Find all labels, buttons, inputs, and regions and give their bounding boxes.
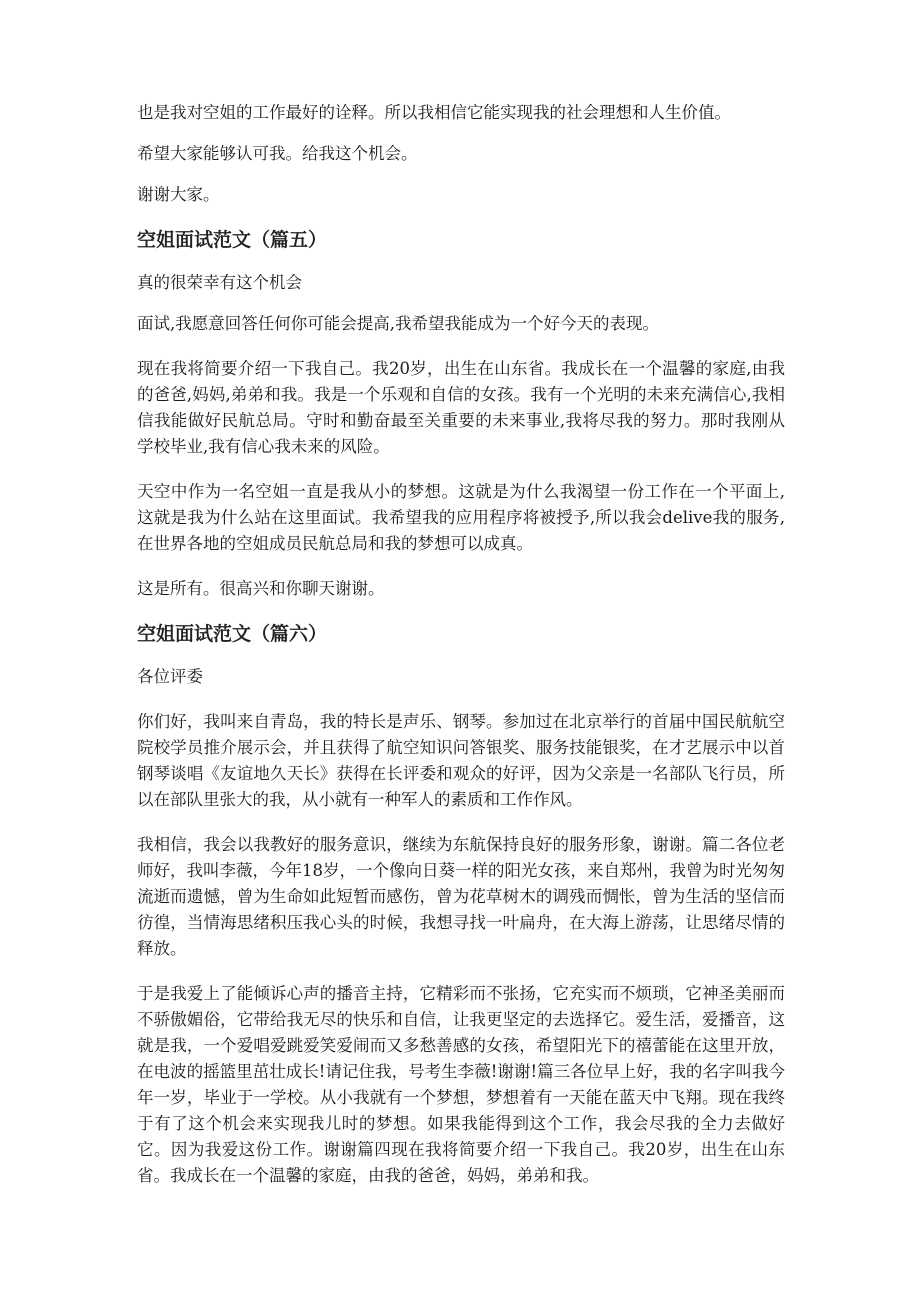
- section-6-heading: 空姐面试范文（篇六）: [137, 623, 328, 645]
- section-5-paragraph-5: 这是所有。很高兴和你聊天谢谢。: [137, 579, 385, 598]
- document-page: [137, 100, 785, 1189]
- section-6-paragraph-2: 你们好，我叫来自青岛，我的特长是声乐、钢琴。参加过在北京举行的首届中国民航航空院校学员推介展示会，并且获得了航空知识问答银奖、服务技能银奖，在才艺展示中以首钢琴谈唱《友谊地久天长》获得在长评委和观众的好评，因为父亲是一名部队飞行员，所以在部队里张大的我，从小就有一种军人的素质和工作作风。: [137, 712, 785, 809]
- intro-paragraph-2: 希望大家能够认可我。给我这个机会。: [137, 144, 418, 163]
- section-5-paragraph-3: 现在我将简要介绍一下我自己。我20岁，出生在山东省。我成长在一个温馨的家庭,由我的爸爸,妈妈,弟弟和我。我是一个乐观和自信的女孩。我有一个光明的未来充满信心,我相信我能做好民航总局。守时和勤奋最至关重要的未来事业,我将尽我的努力。那时我刚从学校毕业,我有信心我未来的风险。: [137, 359, 785, 456]
- section-5-paragraph-1: 真的很荣幸有这个机会: [137, 273, 302, 292]
- section-6-paragraph-3: 我相信，我会以我教好的服务意识，继续为东航保持良好的服务形象，谢谢。篇二各位老师好，我叫李薇，今年18岁，一个像向日葵一样的阳光女孩，来自郑州，我曾为时光匆匆流逝而遗憾，曾为生命如此短暂而感伤，曾为花草树木的调残而惆怅，曾为生活的坚信而彷徨，当情海思绪积压我心头的时候，我想寻找一叶扁舟，在大海上游荡，让思绪尽情的释放。: [137, 835, 785, 958]
- section-5-heading: 空姐面试范文（篇五）: [137, 229, 328, 251]
- section-5-paragraph-2: 面试,我愿意回答任何你可能会提高,我希望我能成为一个好今天的表现。: [137, 314, 659, 333]
- intro-paragraph-1: 也是我对空姐的工作最好的诠释。所以我相信它能实现我的社会理想和人生价值。: [137, 103, 731, 122]
- section-5-paragraph-4: 天空中作为一名空姐一直是我从小的梦想。这就是为什么我渴望一份工作在一个平面上,这就是我为什么站在这里面试。我希望我的应用程序将被授予,所以我会delive我的服务,在世界各地的空姐成员民航总局和我的梦想可以成真。: [137, 482, 785, 553]
- section-6-paragraph-4: 于是我爱上了能倾诉心声的播音主持，它精彩而不张扬，它充实而不烦琐，它神圣美丽而不骄傲媚俗，它带给我无尽的快乐和自信，让我更坚定的去选择它。爱生活，爱播音，这就是我，一个爱唱爱跳爱笑爱闹而又多愁善感的女孩，希望阳光下的禧蕾能在这里开放，在电波的摇篮里茁壮成长!请记住我，号考生李薇!谢谢!篇三各位早上好，我的名字叫我今年一岁，毕业于一学校。从小我就有一个梦想，梦想着有一天能在蓝天中飞翔。现在我终于有了这个机会来实现我儿时的梦想。如果我能得到这个工作，我会尽我的全力去做好它。因为我爱这份工作。谢谢篇四现在我将简要介绍一下我自己。我20岁，出生在山东省。我成长在一个温馨的家庭，由我的爸爸，妈妈，弟弟和我。: [137, 984, 785, 1185]
- section-6-paragraph-1: 各位评委: [137, 667, 203, 686]
- intro-paragraph-3: 谢谢大家。: [137, 185, 220, 204]
